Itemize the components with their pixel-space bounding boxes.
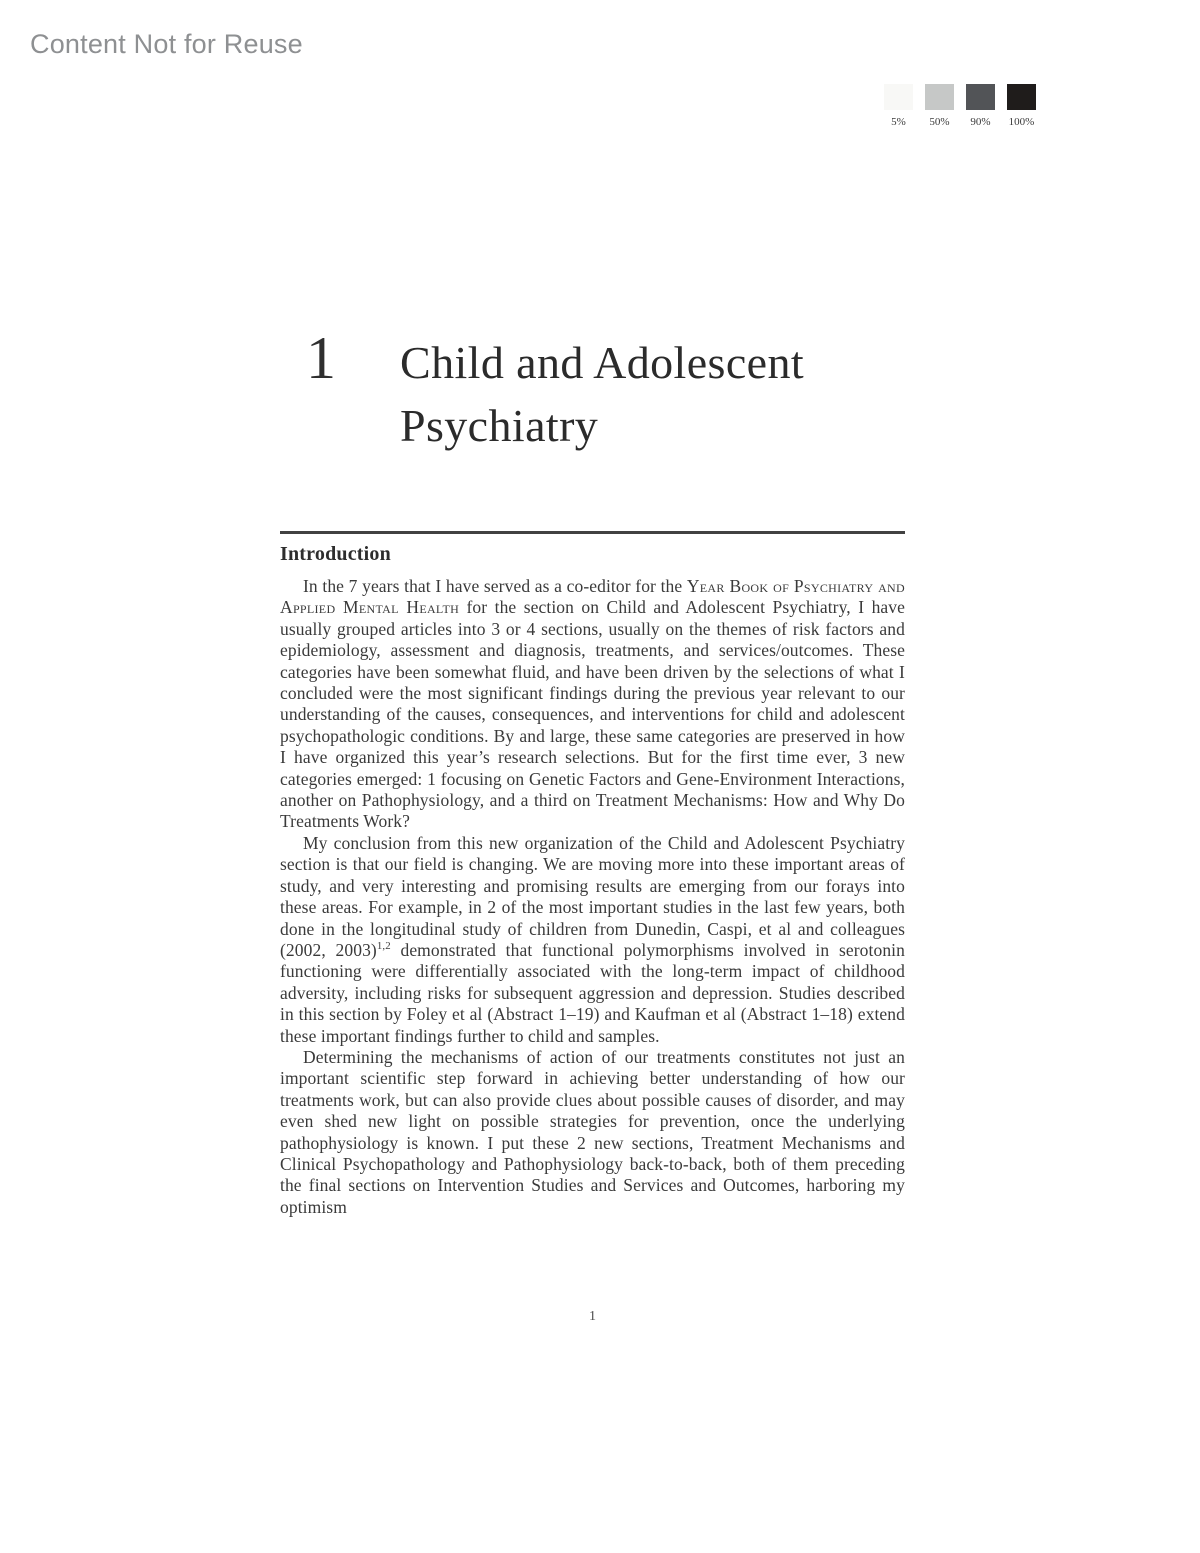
chapter-title — [400, 331, 804, 457]
body-text — [280, 576, 905, 1218]
calibration-swatch-label: 50% — [929, 116, 950, 128]
calibration-swatch-column — [925, 84, 954, 128]
chapter-title-line-1: Child and Adolescent — [400, 337, 805, 388]
calibration-swatch — [884, 84, 913, 110]
paragraph-text: demonstrated that functional polymorphisms involved in serotonin functioning were differentially associated with the long-term impact of childhood adversity, including risks for subsequent aggression and depression. Studies described in this section by Foley et al (Abstract 1–19) and Kaufman et al (Abstract 1–18) extend these important findings further to child and samples. — [280, 939, 905, 1046]
section-rule — [280, 531, 905, 534]
calibration-swatch-column — [1007, 84, 1036, 128]
section-heading: Introduction — [280, 543, 391, 565]
paragraph — [280, 576, 905, 833]
calibration-swatch-label: 100% — [1008, 116, 1035, 128]
calibration-swatch — [925, 84, 954, 110]
footnote-reference: 1,2 — [376, 940, 391, 953]
paragraph-text: My conclusion from this new organization of the Child and Adolescent Psychiatry section is that our field is changing. We are moving more into these important areas of study, and very interesting and promising results are emerging from our forays into these areas. For example, in 2 of the most important studies in the last few years, both done in the longitudinal study of children from Dunedin, Caspi, et al and colleagues (2002, 2003) — [280, 832, 905, 960]
paragraph-text: Determining the mechanisms of action of our treatments constitutes not just an important scientific step forward in achieving better understanding of how our treatments work, but can also provide clues about possible causes of disorder, and may even shed new light on possible strategies for prevention, once the underlying pathophysiology is known. I put these 2 new sections, Treatment Mechanisms and Clinical Psychopathology and Pathophysiology back-to-back, both of them preceding the final sections on Intervention Studies and Services and Outcomes, harboring my optimism — [280, 1046, 905, 1217]
calibration-swatch — [966, 84, 995, 110]
calibration-swatch-column — [966, 84, 995, 128]
grayscale-calibration-strip — [884, 84, 1036, 128]
paragraph-text: In the 7 years that I have served as a co-editor for the — [303, 576, 687, 596]
page-number: 1 — [589, 1309, 596, 1324]
smallcaps-book-title: Year Book of Psychiatry and Applied Mental Health — [280, 576, 905, 618]
calibration-swatch — [1007, 84, 1036, 110]
calibration-swatch-column — [884, 84, 913, 128]
calibration-swatch-label: 5% — [891, 116, 906, 128]
watermark-text: Content Not for Reuse — [30, 29, 303, 59]
chapter-title-line-2: Psychiatry — [400, 400, 599, 451]
paragraph — [280, 1047, 905, 1218]
calibration-swatch-label: 90% — [970, 116, 991, 128]
chapter-number: 1 — [306, 325, 336, 391]
paragraph-text: for the section on Child and Adolescent Psychiatry, I have usually grouped articles into 3 or 4 sections, usually on the themes of risk factors and epidemiology, assessment and diagnosis, treatments, and services/outcomes. These categories have been somewhat fluid, and have been driven by the selections of what I concluded were the most significant findings during the previous year relevant to our understanding of the causes, consequences, and interventions for child and adolescent psychopathologic conditions. By and large, these same categories are preserved in how I have organized this year’s research selections. But for the first time ever, 3 new categories emerged: 1 focusing on Genetic Factors and Gene-Environment Interactions, another on Pathophysiology, and a third on Treatment Mechanisms: How and Why Do Treatments Work? — [280, 597, 905, 832]
chapter-heading — [280, 327, 920, 457]
paragraph — [280, 833, 905, 1047]
